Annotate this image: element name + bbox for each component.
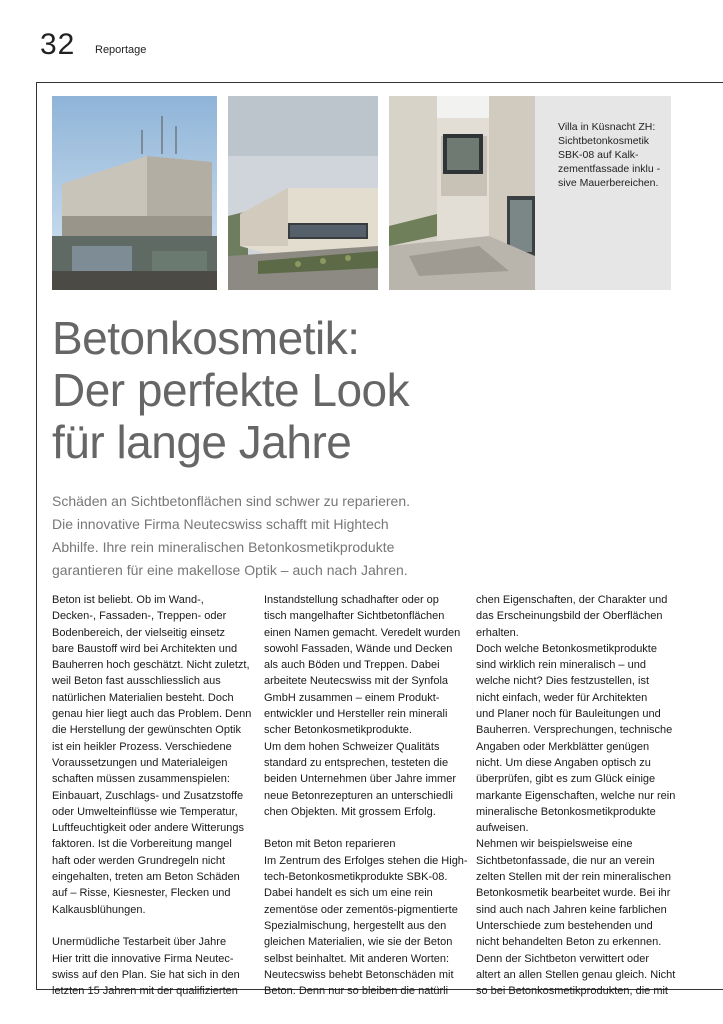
article-headline: Betonkosmetik: Der perfekte Look für lange Jahre — [52, 312, 410, 468]
villa-photo-courtyard — [389, 96, 535, 290]
section-label: Reportage — [95, 44, 147, 56]
article-column-2: Instandstellung schadhafter oder op tisch mangelhafter Sichtbetonflächen einen Namen gemacht. Veredelt wurden sowohl Fassaden, Wände und Decken als auch Böden und Treppen. Dabei arbeitete Neutecswiss mit der Synfola GmbH zusammen – einem Produkt- entwickler und Hersteller rein minerali scher Betonkosmetikprodukte. Um dem hohen Schweizer Qualitäts standard zu entsprechen, testeten die beiden Unternehmen über Jahre immer neue Betonrezepturen an unterschiedli chen Objekten. Mit grossem Erfolg. Beton mit Beton reparieren Im Zentrum des Erfolges stehen die High- tech-Betonkosmetikprodukte SBK-08. Dabei handelt es sich um eine rein zementöse oder zementös-pigmentierte Spezialmischung, hergestellt aus den gleichen Materialien, wie sie der Beton selbst beinhaltet. Mit anderen Worten: Neutecswiss behebt Betonschäden mit Beton. Denn nur so bleiben die natürli — [264, 594, 468, 998]
photo-caption: Villa in Küsnacht ZH: Sichtbetonkosmetik SBK-08 auf Kalk- zementfassade inklu - sive Mauerbereichen. — [535, 96, 671, 290]
villa-photo-construction — [52, 96, 217, 290]
article-column-1: Beton ist beliebt. Ob im Wand-, Decken-, Fassaden-, Treppen- oder Bodenbereich, der vielseitig einsetz bare Baustoff wird bei Architekten und Bauherren hoch geschätzt. Nicht zuletzt, weil Beton fast ausschliesslich aus natürlichen Materialien besteht. Doch genau hier liegt auch das Problem. Denn die Herstellung der gewünschten Optik ist ein heikler Prozess. Verschiedene Voraussetzungen und Materialeigen schaften müssen zusammenspielen: Einbauart, Zuschlags- und Zusatzstoffe oder Umwelteinflüsse wie Temperatur, Luftfeuchtigkeit oder andere Witterungs faktoren. Ist die Vorbereitung mangel haft oder werden Grundregeln nicht eingehalten, treten am Beton Schäden auf – Risse, Kiesnester, Flecken und Kalkausblühungen. Unermüdliche Testarbeit über Jahre Hier tritt die innovative Firma Neutec- swiss auf den Plan. Sie hat sich in den letzten 15 Jahren mit der qualifizierten — [52, 594, 252, 998]
page-number: 32 — [40, 28, 76, 61]
villa-photo-facade — [228, 96, 378, 290]
article-column-3: chen Eigenschaften, der Charakter und das Erscheinungsbild der Oberflächen erhalten. Doch welche Betonkosmetikprodukte sind wirklich rein mineralisch – und welche nicht? Dies festzustellen, ist nicht einfach, weder für Architekten und Planer noch für Bauleitungen und Bauherren. Versprechungen, technische Angaben oder Merkblätter genügen nicht. Um diese Angaben optisch zu überprüfen, gibt es zum Glück einige markante Eigenschaften, welche nur rein mineralische Betonkosmetikprodukte aufweisen. Nehmen wir beispielsweise eine Sichtbetonfassade, die nur an verein zelten Stellen mit der rein mineralischen Betonkosmetik bearbeitet wurde. Bei ihr sind auch nach Jahren keine farblichen Unterschiede zum bestehenden und nicht behandelten Beton zu erkennen. Denn der Sichtbeton verwittert oder altert an allen Stellen genau gleich. Nicht so bei Betonkosmetikprodukten, die mit — [476, 594, 676, 998]
article-intro: Schäden an Sichtbetonflächen sind schwer zu reparieren. Die innovative Firma Neutecswiss schafft mit Hightech Abhilfe. Ihre rein mineralischen Betonkosmetikprodukte garantieren für eine makellose Optik – auch nach Jahren. — [52, 493, 410, 578]
